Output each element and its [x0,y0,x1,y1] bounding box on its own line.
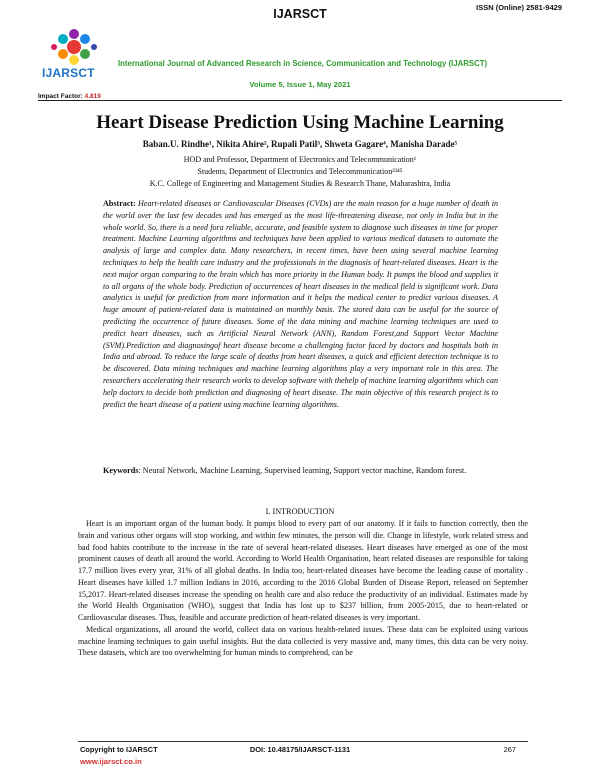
section-heading-introduction: I. INTRODUCTION [265,507,335,516]
doi-link[interactable]: DOI: 10.48175/IJARSCT-1131 [249,745,351,754]
affiliation-1: HOD and Professor, Department of Electronics and Telecommunication¹ [183,155,417,164]
journal-abbreviation: IJARSCT [273,7,327,21]
website-link[interactable]: www.ijarsct.co.in [80,757,142,766]
logo-emblem-icon [51,29,97,65]
header-divider [38,100,562,101]
copyright-notice: Copyright to IJARSCT [80,745,158,754]
paper-title: Heart Disease Prediction Using Machine Learning [96,112,504,133]
keywords-label: Keywords [103,466,139,475]
affiliation-3: K.C. College of Engineering and Management Studies & Research Thane, Maharashtra, India [149,179,451,188]
keywords [103,465,498,477]
body-text [78,518,528,659]
journal-name: International Journal of Advanced Research in Science, Communication and Technology (IJARSCT) [118,59,488,68]
page-number: 267 [503,745,516,754]
issn-label: ISSN (Online) 2581-9429 [476,3,562,12]
impact-factor-label: Impact Factor: [38,93,85,100]
impact-factor-value: 4.819 [84,93,101,100]
keywords-text: : Neural Network, Machine Learning, Supervised learning, Support vector machine, Random forest. [138,466,467,475]
paragraph: Medical organizations, all around the world, collect data on various health-related issues. These data can be exploited using various machine learning techniques to gain useful insights. But the data collected is very massive and, many times, this data can be very noisy. These datasets, which are too overwhelming for human minds to comprehend, can be [78,624,528,658]
paragraph: Heart is an important organ of the human body. It pumps blood to every part of our anatomy. If it fails to function correctly, then the brain and various other organs will stop working, and within few minutes, the person will die. Change in lifestyle, work related stress and bad food habits contribute to the increase in the rate of several heart-related diseases. Heart diseases have emerged as one of the most prominent causes of death all around the world. According to World Health Organisation, heart related diseases are responsible for taking 17.7 million lives every year, 31% of all global deaths. In India too, heart-related diseases have become the leading cause of mortality . Heart diseases have killed 1.7 million Indians in 2016, according to the 2016 Global Burden of Disease Report, released on September 15,2017. Heart-related diseases increase the spending on health care and also reduce the productivity of an individual. Estimates made by the World Health Organisation (WHO), suggest that India has lost up to $237 billion, from 2005-2015, due to heart-related or Cardiovascular diseases. Thus, feasible and accurate prediction of heart-related diseases is very important. [78,519,528,622]
author-list: Baban.U. Rindhe¹, Nikita Ahire², Rupali Patil³, Shweta Gagare⁴, Manisha Darade⁵ [142,139,458,149]
logo-text: IJARSCT [42,66,95,80]
footer-divider [78,741,528,742]
volume-issue: Volume 5, Issue 1, May 2021 [249,80,351,89]
impact-factor [38,93,101,100]
affiliation-2: Students, Department of Electronics and Telecommunication²³⁴⁵ [197,167,403,176]
abstract-text: Heart-related diseases or Cardiovascular Diseases (CVDs) are the main reason for a huge number of death in the world over the last few decades and has emerged as the most life-threatening disease, not only in India but in the whole world. So, there is a need fora reliable, accurate, and feasible system to diagnose such diseases in time for proper treatment. Machine Learning algorithms and techniques have been applied to various medical datasets to automate the analysis of large and complex data. Many researchers, in recent times, have been using several machine learning techniques to help the health care industry and the professionals in the diagnosis of heart-related diseases. Heart is the next major organ comparing to the brain which has more priority in the Human body. It pumps the blood and supplies it to all organs of the whole body. Prediction of occurrences of heart diseases in the medical field is significant work. Data analytics is useful for prediction from more information and it helps the medical center to predict various diseases. A huge amount of patient-related data is maintained on monthly basis. The stored data can be useful for the source of predicting the occurrence of future diseases. Some of the data mining and machine learning techniques are used to predict heart diseases, such as Artificial Neural Network (ANN), Random Forest,and Support Vector Machine (SVM).Prediction and diagnosingof heart disease become a challenging factor faced by doctors and hospitals both in India and abroad. To reduce the large scale of deaths from heart diseases, a quick and efficient detection technique is to be discovered. Data mining techniques and machine learning algorithms play a very important role in this area. The researchers accelerating their research works to develop software with thehelp of machine learning algorithms which can help doctors to decide both prediction and diagnosing of heart disease. The main objective of this research project is to predict the heart disease of a patient using machine learning algorithms. [103,199,498,409]
abstract-label: Abstract: [103,199,136,208]
journal-logo [47,27,101,67]
abstract [103,198,498,410]
